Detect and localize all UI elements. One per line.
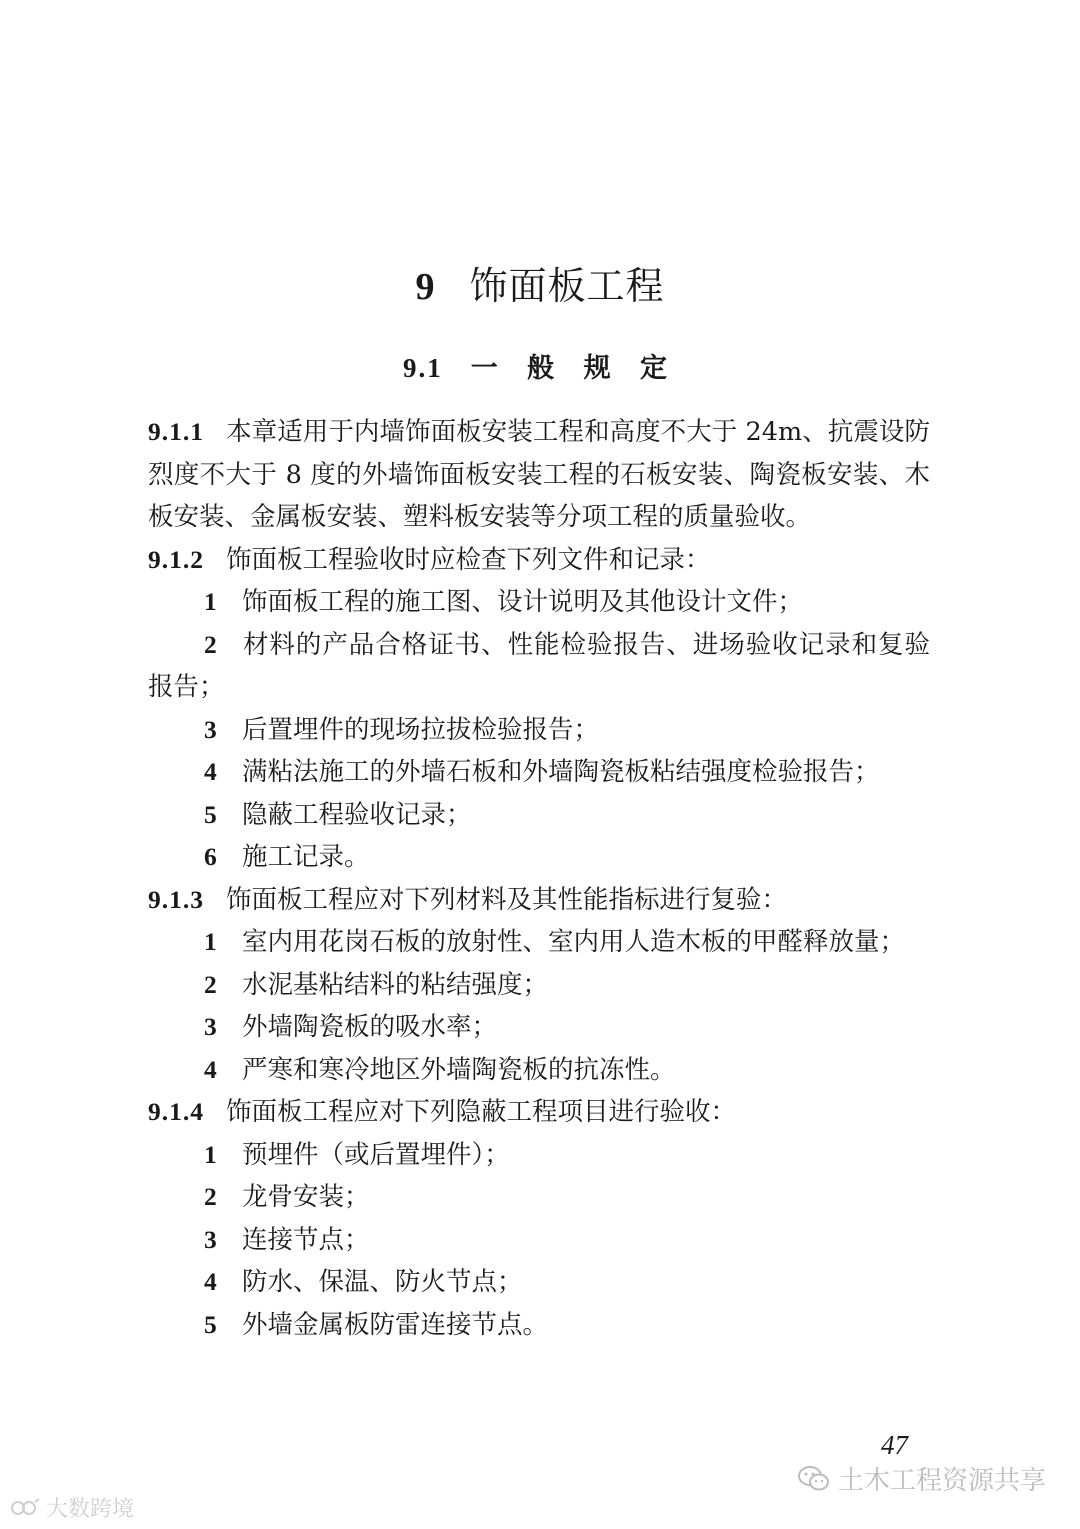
- item-number: 3: [204, 1012, 217, 1041]
- item-number: 1: [204, 927, 217, 956]
- item-text: 连接节点；: [242, 1224, 370, 1255]
- list-item: [148, 751, 930, 794]
- clause: [148, 1091, 930, 1134]
- watermark-right: [798, 1460, 1046, 1497]
- clause: [148, 411, 930, 539]
- section-title-text: 一 般 规 定: [470, 353, 677, 384]
- item-number: 5: [204, 799, 217, 829]
- item-text: 材料的产品合格证书、性能检验报告、进场验收记录和复验报告；: [148, 629, 930, 702]
- item-text: 施工记录。: [242, 842, 370, 872]
- chapter-title-text: 饰面板工程: [469, 264, 665, 308]
- clause-text: 饰面板工程应对下列材料及其性能指标进行复验：: [226, 884, 788, 915]
- item-number: 5: [204, 1309, 217, 1339]
- logo-icon: [10, 1497, 40, 1519]
- clause-number: 9.1.4: [148, 1097, 204, 1126]
- item-number: 4: [204, 1054, 217, 1084]
- list-item: [148, 709, 930, 752]
- item-text: 预埋件（或后置埋件）；: [242, 1139, 510, 1170]
- chapter-number: 9: [415, 266, 436, 308]
- list-item: [148, 1261, 930, 1304]
- chapter-title: [0, 262, 1080, 311]
- list-item: [148, 1049, 930, 1092]
- page-number: 47: [881, 1430, 908, 1460]
- clause: [148, 539, 930, 582]
- item-number: 4: [204, 1267, 217, 1296]
- item-text: 水泥基粘结料的粘结强度；: [242, 969, 549, 1000]
- list-item: [148, 1304, 930, 1347]
- item-text: 后置埋件的现场拉拔检验报告；: [242, 714, 600, 745]
- list-item: [148, 964, 930, 1007]
- list-item: [148, 921, 930, 964]
- list-item: [148, 1219, 930, 1262]
- item-number: 6: [204, 842, 217, 871]
- watermark-right-text: 土木工程资源共享: [837, 1466, 1046, 1496]
- item-text: 龙骨安装；: [242, 1182, 370, 1212]
- clause-text: 本章适用于内墙饰面板安装工程和高度不大于 24m、抗震设防烈度不大于 8 度的外墙饰面板安装工程的石板安装、陶瓷板安装、木板安装、金属板安装、塑料板安装等分项工程的质量验收。: [148, 417, 930, 532]
- list-item: [148, 1134, 930, 1177]
- item-text: 严寒和寒冷地区外墙陶瓷板的抗冻性。: [242, 1054, 676, 1085]
- watermark-left-text: 大数跨境: [46, 1497, 135, 1522]
- item-number: 2: [204, 969, 217, 999]
- list-item: [148, 624, 930, 709]
- item-text: 室内用花岗石板的放射性、室内用人造木板的甲醛释放量；: [242, 927, 906, 957]
- item-number: 4: [204, 757, 217, 786]
- clause-number: 9.1.2: [148, 544, 204, 574]
- item-text: 防水、保温、防火节点；: [242, 1267, 523, 1297]
- item-number: 3: [204, 1224, 217, 1254]
- document-body: [148, 411, 930, 1346]
- item-text: 外墙陶瓷板的吸水率；: [242, 1012, 498, 1042]
- clause-text: 饰面板工程验收时应检查下列文件和记录：: [226, 544, 711, 575]
- wechat-icon: [798, 1466, 830, 1492]
- item-number: 1: [204, 1139, 217, 1169]
- item-text: 满粘法施工的外墙石板和外墙陶瓷板粘结强度检验报告；: [242, 757, 880, 787]
- list-item: [148, 836, 930, 879]
- list-item: [148, 1006, 930, 1049]
- section-title: [0, 350, 1080, 387]
- item-text: 饰面板工程的施工图、设计说明及其他设计文件；: [242, 587, 804, 617]
- section-number: 9.1: [403, 353, 443, 383]
- list-item: [148, 794, 930, 837]
- watermark-left: [10, 1492, 134, 1523]
- clause-text: 饰面板工程应对下列隐蔽工程项目进行验收：: [226, 1097, 737, 1127]
- item-text: 隐蔽工程验收记录；: [242, 799, 472, 830]
- item-text: 外墙金属板防雷连接节点。: [242, 1309, 549, 1340]
- item-number: 1: [204, 587, 217, 616]
- clause-number: 9.1.3: [148, 884, 204, 914]
- list-item: [148, 1176, 930, 1219]
- clause: [148, 879, 930, 922]
- item-number: 2: [204, 1182, 217, 1211]
- clause-number: 9.1.1: [148, 417, 204, 446]
- item-number: 2: [204, 629, 217, 659]
- item-number: 3: [204, 714, 217, 744]
- list-item: [148, 581, 930, 624]
